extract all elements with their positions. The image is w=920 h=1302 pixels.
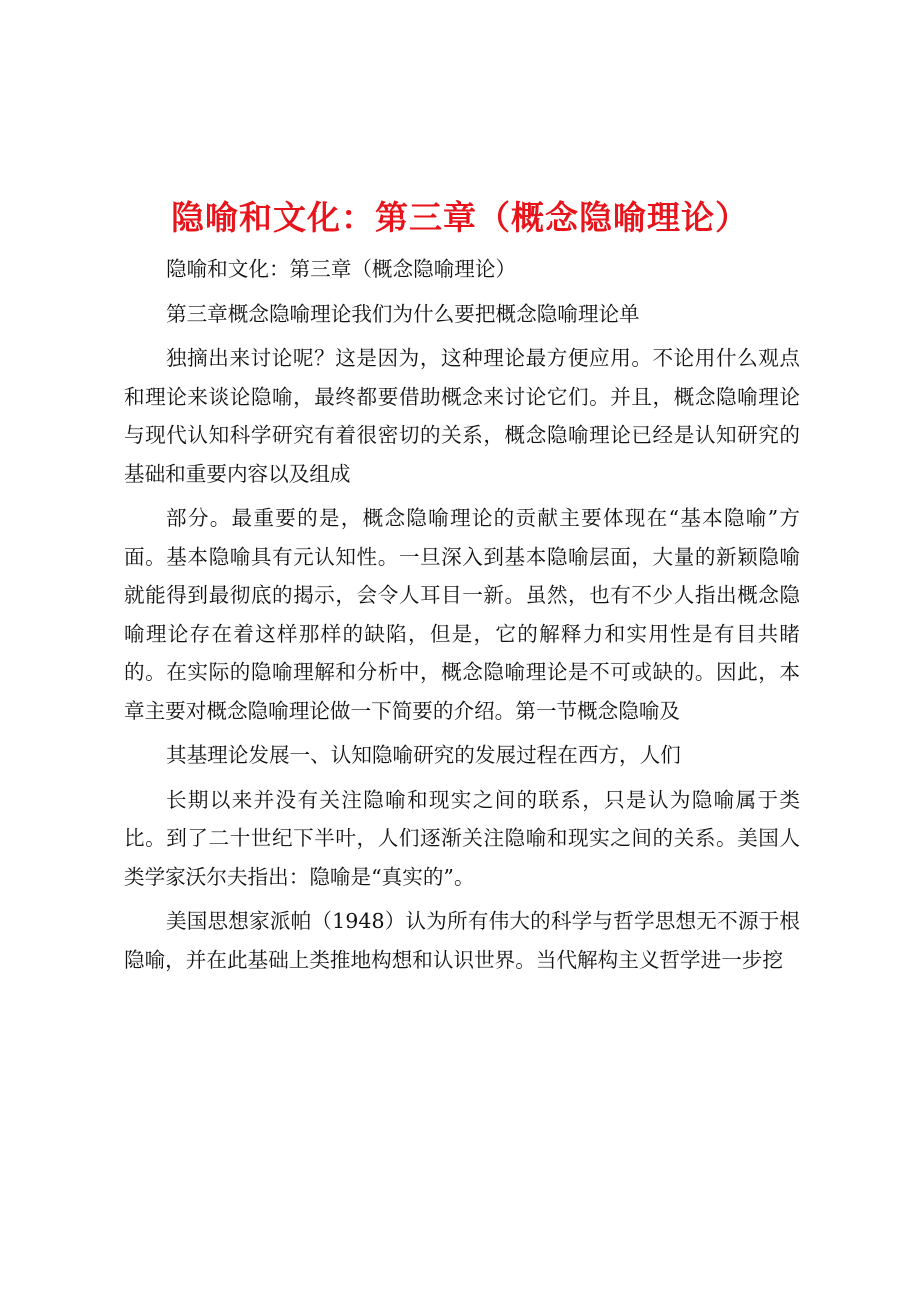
paragraph: 美国思想家派帕（1948）认为所有伟大的科学与哲学思想无不源于根隐喻，并在此基础上类推地构想和认识世界。当代解构主义哲学进一步挖: [124, 909, 800, 972]
paragraph: 第三章概念隐喻理论我们为什么要把概念隐喻理论单: [166, 301, 640, 326]
paragraph: 其基理论发展一、认知隐喻研究的发展过程在西方，人们: [166, 743, 681, 767]
paragraph: 长期以来并没有关注隐喻和现实之间的联系，只是认为隐喻属于类比。到了二十世纪下半叶，人们逐渐关注隐喻和现实之间的关系。美国人类学家沃尔夫指出：隐喻是“真实的”。: [124, 787, 800, 889]
paragraph: 隐喻和文化：第三章（概念隐喻理论）: [166, 257, 517, 281]
document-body: [124, 250, 800, 985]
document-title: 隐喻和文化：第三章（概念隐喻理论）: [171, 198, 749, 237]
paragraph: 部分。最重要的是，概念隐喻理论的贡献主要体现在“基本隐喻”方面。基本隐喻具有元认知性。一旦深入到基本隐喻层面，大量的新颖隐喻就能得到最彻底的揭示，会令人耳目一新。虽然，也有不少人指出概念隐喻理论存在着这样那样的缺陷，但是，它的解释力和实用性是有目共睹的。在实际的隐喻理解和分析中，概念隐喻理论是不可或缺的。因此，本章主要对概念隐喻理论做一下简要的介绍。第一节概念隐喻及: [124, 506, 800, 723]
paragraph: 独摘出来讨论呢？这是因为，这种理论最方便应用。不论用什么观点和理论来谈论隐喻，最终都要借助概念来讨论它们。并且，概念隐喻理论与现代认知科学研究有着很密切的关系，概念隐喻理论已经是认知研究的基础和重要内容以及组成: [124, 346, 800, 486]
